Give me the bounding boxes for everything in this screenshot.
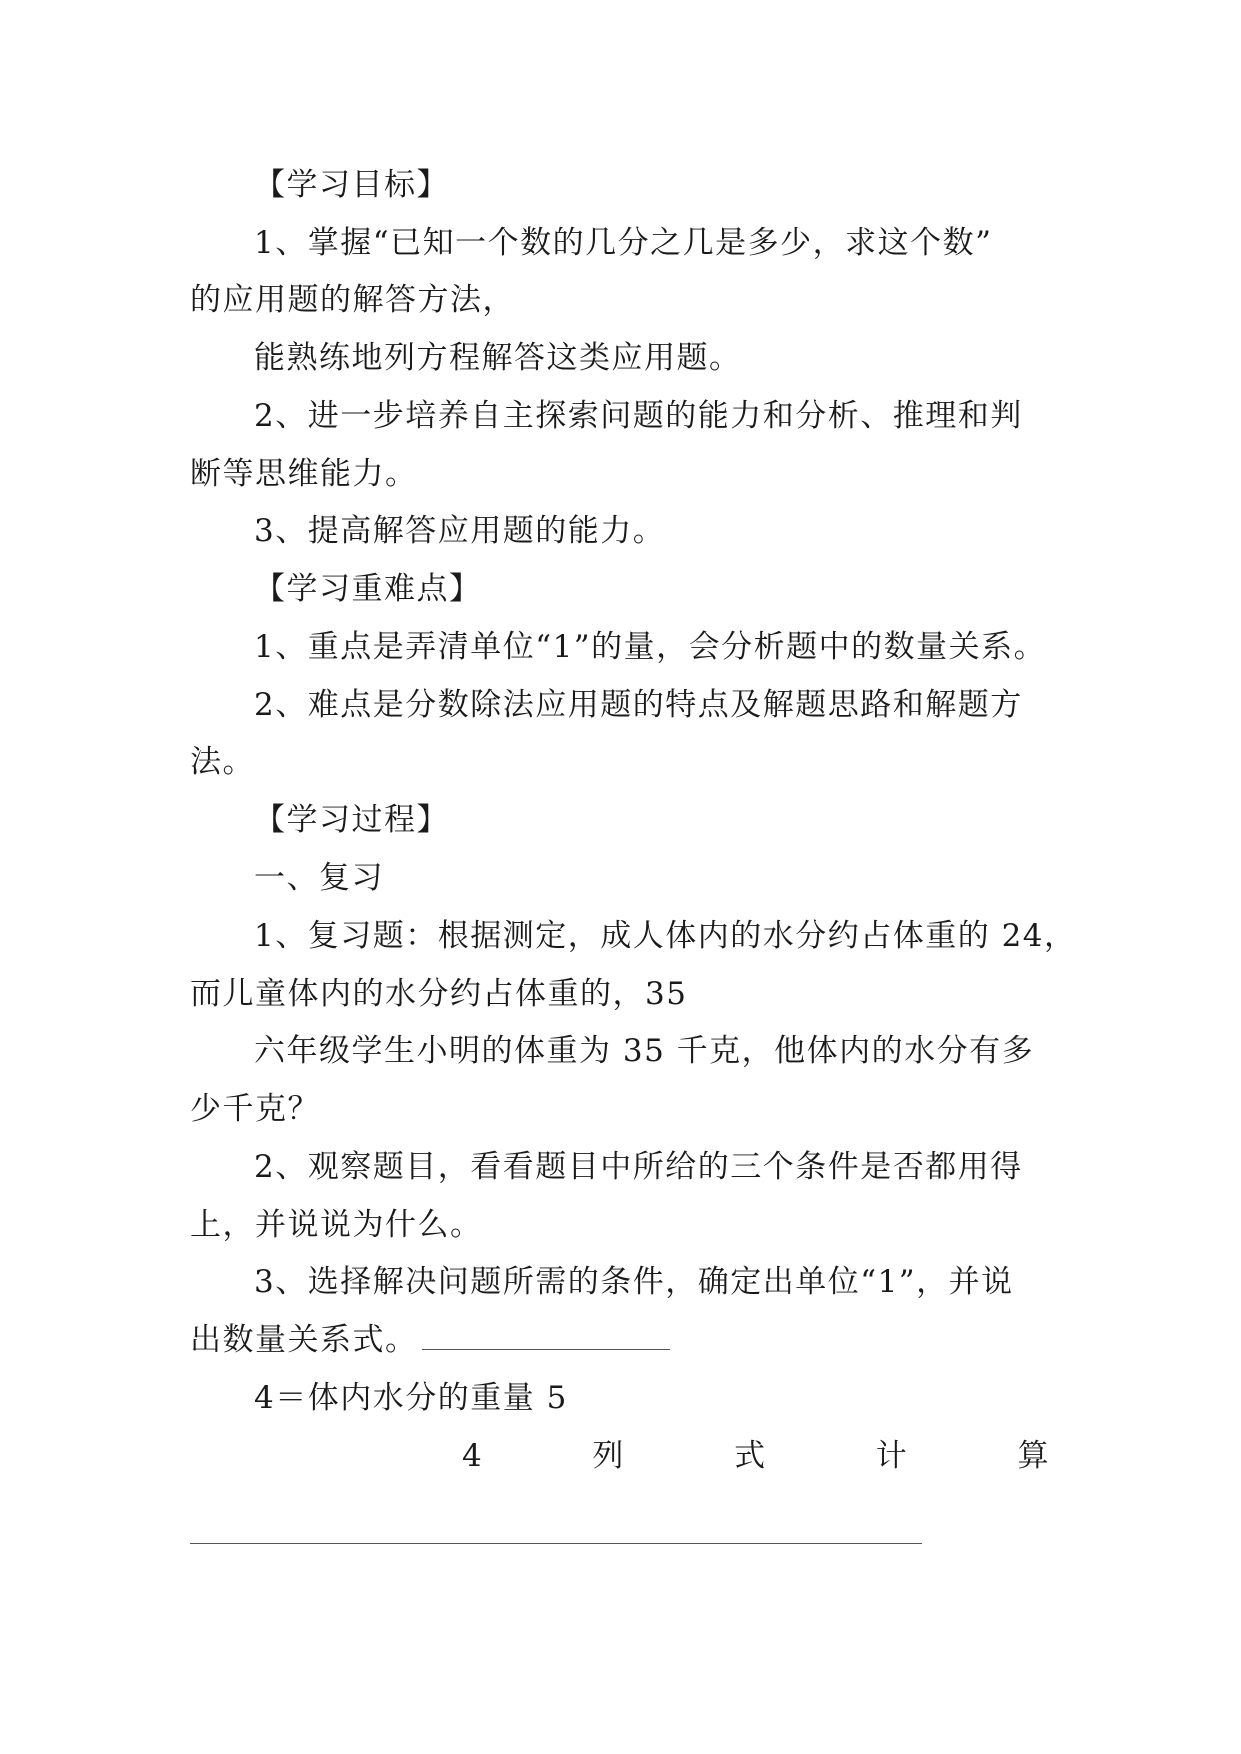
paragraph-line: 的应用题的解答方法， bbox=[190, 282, 515, 318]
paragraph-line: 能熟练地列方程解答这类应用题。 bbox=[254, 340, 742, 376]
paragraph-line: 1、掌握“已知一个数的几分之几是多少，求这个数” bbox=[254, 225, 993, 261]
paragraph-line: 而儿童体内的水分约占体重的，35 bbox=[190, 976, 688, 1012]
paragraph-line: 4＝体内水分的重量 5 bbox=[254, 1380, 568, 1416]
paragraph-text: 出数量关系式。 bbox=[190, 1322, 418, 1358]
paragraph-line: 3、选择解决问题所需的条件，确定出单位“1”，并说 bbox=[254, 1264, 1014, 1300]
paragraph-line: 3、提高解答应用题的能力。 bbox=[254, 513, 666, 549]
spread-char: 算 bbox=[1017, 1438, 1050, 1474]
heading-learning-goals: 【学习目标】 bbox=[254, 167, 449, 203]
paragraph-line: 2、观察题目，看看题目中所给的三个条件是否都用得 bbox=[254, 1149, 1023, 1185]
section-review: 一、复习 bbox=[254, 860, 384, 896]
spread-char: 计 bbox=[875, 1438, 909, 1474]
answer-blank bbox=[422, 1323, 670, 1350]
paragraph-line: 上，并说说为什么。 bbox=[190, 1207, 483, 1243]
paragraph-line: 断等思维能力。 bbox=[190, 456, 418, 492]
spread-char: 列 bbox=[592, 1438, 625, 1474]
paragraph-line: 1、复习题：根据测定，成人体内的水分约占体重的 24， bbox=[254, 918, 1077, 954]
paragraph-line: 法。 bbox=[190, 744, 255, 780]
paragraph-line: 六年级学生小明的体重为 35 千克，他体内的水分有多 bbox=[254, 1033, 1035, 1069]
spread-char: 式 bbox=[734, 1438, 767, 1474]
heading-key-points: 【学习重难点】 bbox=[254, 571, 482, 607]
paragraph-line: 2、难点是分数除法应用题的特点及解题思路和解题方 bbox=[254, 687, 1023, 723]
paragraph-line: 1、重点是弄清单位“1”的量，会分析题中的数量关系。 bbox=[254, 629, 1047, 665]
paragraph-line-with-blank bbox=[190, 1320, 1050, 1360]
answer-rule bbox=[190, 1543, 922, 1544]
spread-char: 4 bbox=[462, 1438, 484, 1474]
paragraph-line: 2、进一步培养自主探索问题的能力和分析、推理和判 bbox=[254, 398, 1023, 434]
heading-learning-process: 【学习过程】 bbox=[254, 802, 449, 838]
formula-spread-line bbox=[190, 1436, 1050, 1476]
paragraph-line: 少千克？ bbox=[190, 1091, 320, 1127]
